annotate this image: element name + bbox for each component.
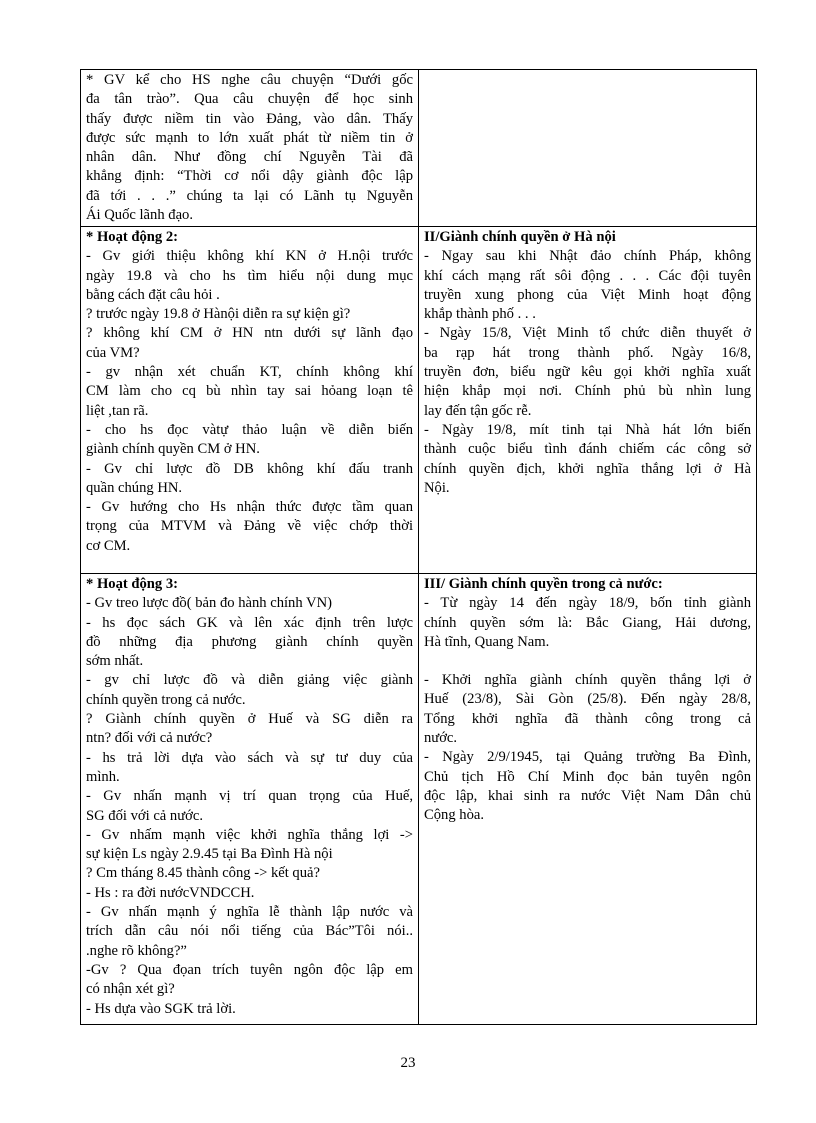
text-line: khắp thành phố . . . <box>424 306 536 323</box>
activity-cell <box>81 227 419 574</box>
text-line: - Hs dựa vào SGK trả lời. <box>86 1000 236 1017</box>
text-line: bằng cách đặt câu hỏi . <box>86 286 220 303</box>
text-line: đã tới . . .” chúng ta lại có Lãnh tụ Nguyễn <box>86 187 413 204</box>
text-line: truyền xung phong của Việt Minh hoạt động <box>424 286 751 303</box>
text-line: chính quyền địch, khởi nghĩa thắng lợi ở Hà <box>424 460 751 477</box>
text-line: được sức mạnh to lớn xuất phát từ niềm tin ở <box>86 129 413 146</box>
content-cell <box>419 227 757 574</box>
text-line: giành chính quyền CM ở HN. <box>86 441 260 458</box>
text-line: * GV kể cho HS nghe câu chuyện “Dưới gốc <box>86 72 413 88</box>
text-line: nước. <box>424 730 458 747</box>
text-line: đồ những địa phương giành chính quyền <box>86 633 413 650</box>
text-line: liệt ,tan rã. <box>86 402 149 419</box>
text-line: - cho hs đọc vàtự thảo luận về diễn biến <box>86 421 413 438</box>
text-line: - Gv treo lược đồ( bản đo hành chính VN) <box>86 595 332 612</box>
text-line: SG đối với cả nước. <box>86 807 203 824</box>
text-line: cơ CM. <box>86 537 131 554</box>
text-line: - hs đọc sách GK và lên xác định trên lược <box>86 614 413 631</box>
activity-cell <box>81 70 419 227</box>
text-line: Nội. <box>424 479 450 496</box>
text-line: đa tân trào”. Qua câu chuyện để học sinh <box>86 91 413 108</box>
text-line: - hs trả lời dựa vào sách và sự tư duy của <box>86 749 413 766</box>
text-line: - Ngày 2/9/1945, tại Quảng trường Ba Đình, <box>424 749 751 766</box>
text-line: lay đến tận gốc rễ. <box>424 402 532 419</box>
text-line: trọng của MTVM và Đảng về việc chớp thời <box>86 518 413 535</box>
text-line: - Khởi nghĩa giành chính quyền thắng lợi ở <box>424 672 751 689</box>
lesson-table <box>80 69 757 1025</box>
text-line: truyền đơn, biểu ngữ kêu gọi khởi nghĩa xuất <box>424 364 751 381</box>
text-line: nhân dân. Như đồng chí Nguyễn Tài đã <box>86 149 413 166</box>
text-line: Huế (23/8), Sài Gòn (25/8). Đến ngày 28/8, <box>424 691 751 708</box>
text-line: - Gv chỉ lược đồ DB không khí đấu tranh <box>86 460 413 477</box>
text-line: - Ngay sau khi Nhật đảo chính Pháp, không <box>424 248 751 265</box>
text-line: khẳng định: “Thời cơ nổi dậy giành độc lập <box>86 168 413 185</box>
table-row <box>81 70 757 227</box>
text-line: - gv nhận xét chuẩn KT, chính không khí <box>86 364 413 381</box>
section-heading: * Hoạt động 2: <box>86 229 179 245</box>
table-row <box>81 574 757 1025</box>
text-line: CM làm cho cq bù nhìn tay sai hỏang loạn tê <box>86 383 413 400</box>
section-heading: III/ Giành chính quyền trong cả nước: <box>424 576 663 592</box>
text-line: chính quyền trong cả nước. <box>86 691 246 708</box>
text-line: của VM? <box>86 344 140 361</box>
text-line: hiện khắp mọi nơi. Chính phủ bù nhìn lung <box>424 383 751 400</box>
text-line: ntn? đối với cả nước? <box>86 730 213 747</box>
text-line: Tổng khởi nghĩa đã thành công trong cả <box>424 710 751 727</box>
text-line: trích dẫn câu nói nổi tiếng của Bác”Tôi nói.. <box>86 923 413 940</box>
text-line: chính quyền sớm là: Bắc Giang, Hải dương, <box>424 614 751 631</box>
section-heading: * Hoạt động 3: <box>86 576 179 592</box>
text-line: ? Giành chính quyền ở Huế và SG diễn ra <box>86 711 413 728</box>
text-line: - Ngày 15/8, Việt Minh tổ chức diễn thuyết ở <box>424 325 751 342</box>
text-line: Hà tĩnh, Quang Nam. <box>424 633 550 650</box>
text-line: ? trước ngày 19.8 ở Hànội diễn ra sự kiện gì? <box>86 306 351 323</box>
text-line: -Gv ? Qua đọan trích tuyên ngôn độc lập em <box>86 961 413 978</box>
text-line: sự kiện Ls ngày 2.9.45 tại Ba Đình Hà nội <box>86 846 333 863</box>
text-line: Chủ tịch Hồ Chí Minh đọc bản tuyên ngôn <box>424 768 751 785</box>
text-line: - Gv nhấm mạnh việc khởi nghĩa thắng lợi -> <box>86 826 413 843</box>
text-line: ? không khí CM ở HN ntn dưới sự lãnh đạo <box>86 325 413 342</box>
text-line: mình. <box>86 768 120 785</box>
activity-cell <box>81 574 419 1025</box>
text-line: - Gv nhấn mạnh vị trí quan trọng của Huế, <box>86 788 413 805</box>
text-line: ngày 19.8 và cho hs tìm hiểu nội dung mục <box>86 267 413 284</box>
text-line: Cộng hòa. <box>424 807 484 824</box>
text-line: - Hs : ra đời nướcVNDCCH. <box>86 884 255 901</box>
text-line: - Gv hướng cho Hs nhận thức được tầm quan <box>86 499 413 516</box>
text-line <box>424 652 751 671</box>
text-line: độc lập, khai sinh ra nước Việt Nam Dân chủ <box>424 787 751 804</box>
text-line: thành cuộc biểu tình đánh chiếm các công sở <box>424 441 751 458</box>
text-line: có nhận xét gì? <box>86 981 175 998</box>
page-number: 23 <box>400 1055 416 1071</box>
text-line: ? Cm tháng 8.45 thành công -> kết quả? <box>86 865 320 882</box>
content-cell <box>419 70 757 227</box>
text-line: - Gv giới thiệu không khí KN ở H.nội trước <box>86 248 413 265</box>
text-line: thấy được niềm tin vào Đảng, vào dân. Thấy <box>86 110 413 127</box>
text-line: sớm nhất. <box>86 653 144 670</box>
text-line: .nghe rõ không?” <box>86 942 187 959</box>
text-line: quần chúng HN. <box>86 479 183 496</box>
text-line: khí cách mạng rất sôi động . . . Các đội tuyên <box>424 267 751 284</box>
text-line: - gv chỉ lược đồ và diễn giảng việc giành <box>86 672 413 689</box>
section-heading: II/Giành chính quyền ở Hà nội <box>424 229 616 245</box>
text-line: - Ngày 19/8, mít tinh tại Nhà hát lớn biến <box>424 421 751 438</box>
text-line: ba rạp hát trong thành phố. Ngày 16/8, <box>424 344 751 361</box>
content-cell <box>419 574 757 1025</box>
text-line: - Từ ngày 14 đến ngày 18/9, bốn tỉnh giành <box>424 595 751 612</box>
table-row <box>81 227 757 574</box>
text-line: - Gv nhấn mạnh ý nghĩa lễ thành lập nước và <box>86 904 413 921</box>
text-line: Ái Quốc lãnh đạo. <box>86 207 193 224</box>
